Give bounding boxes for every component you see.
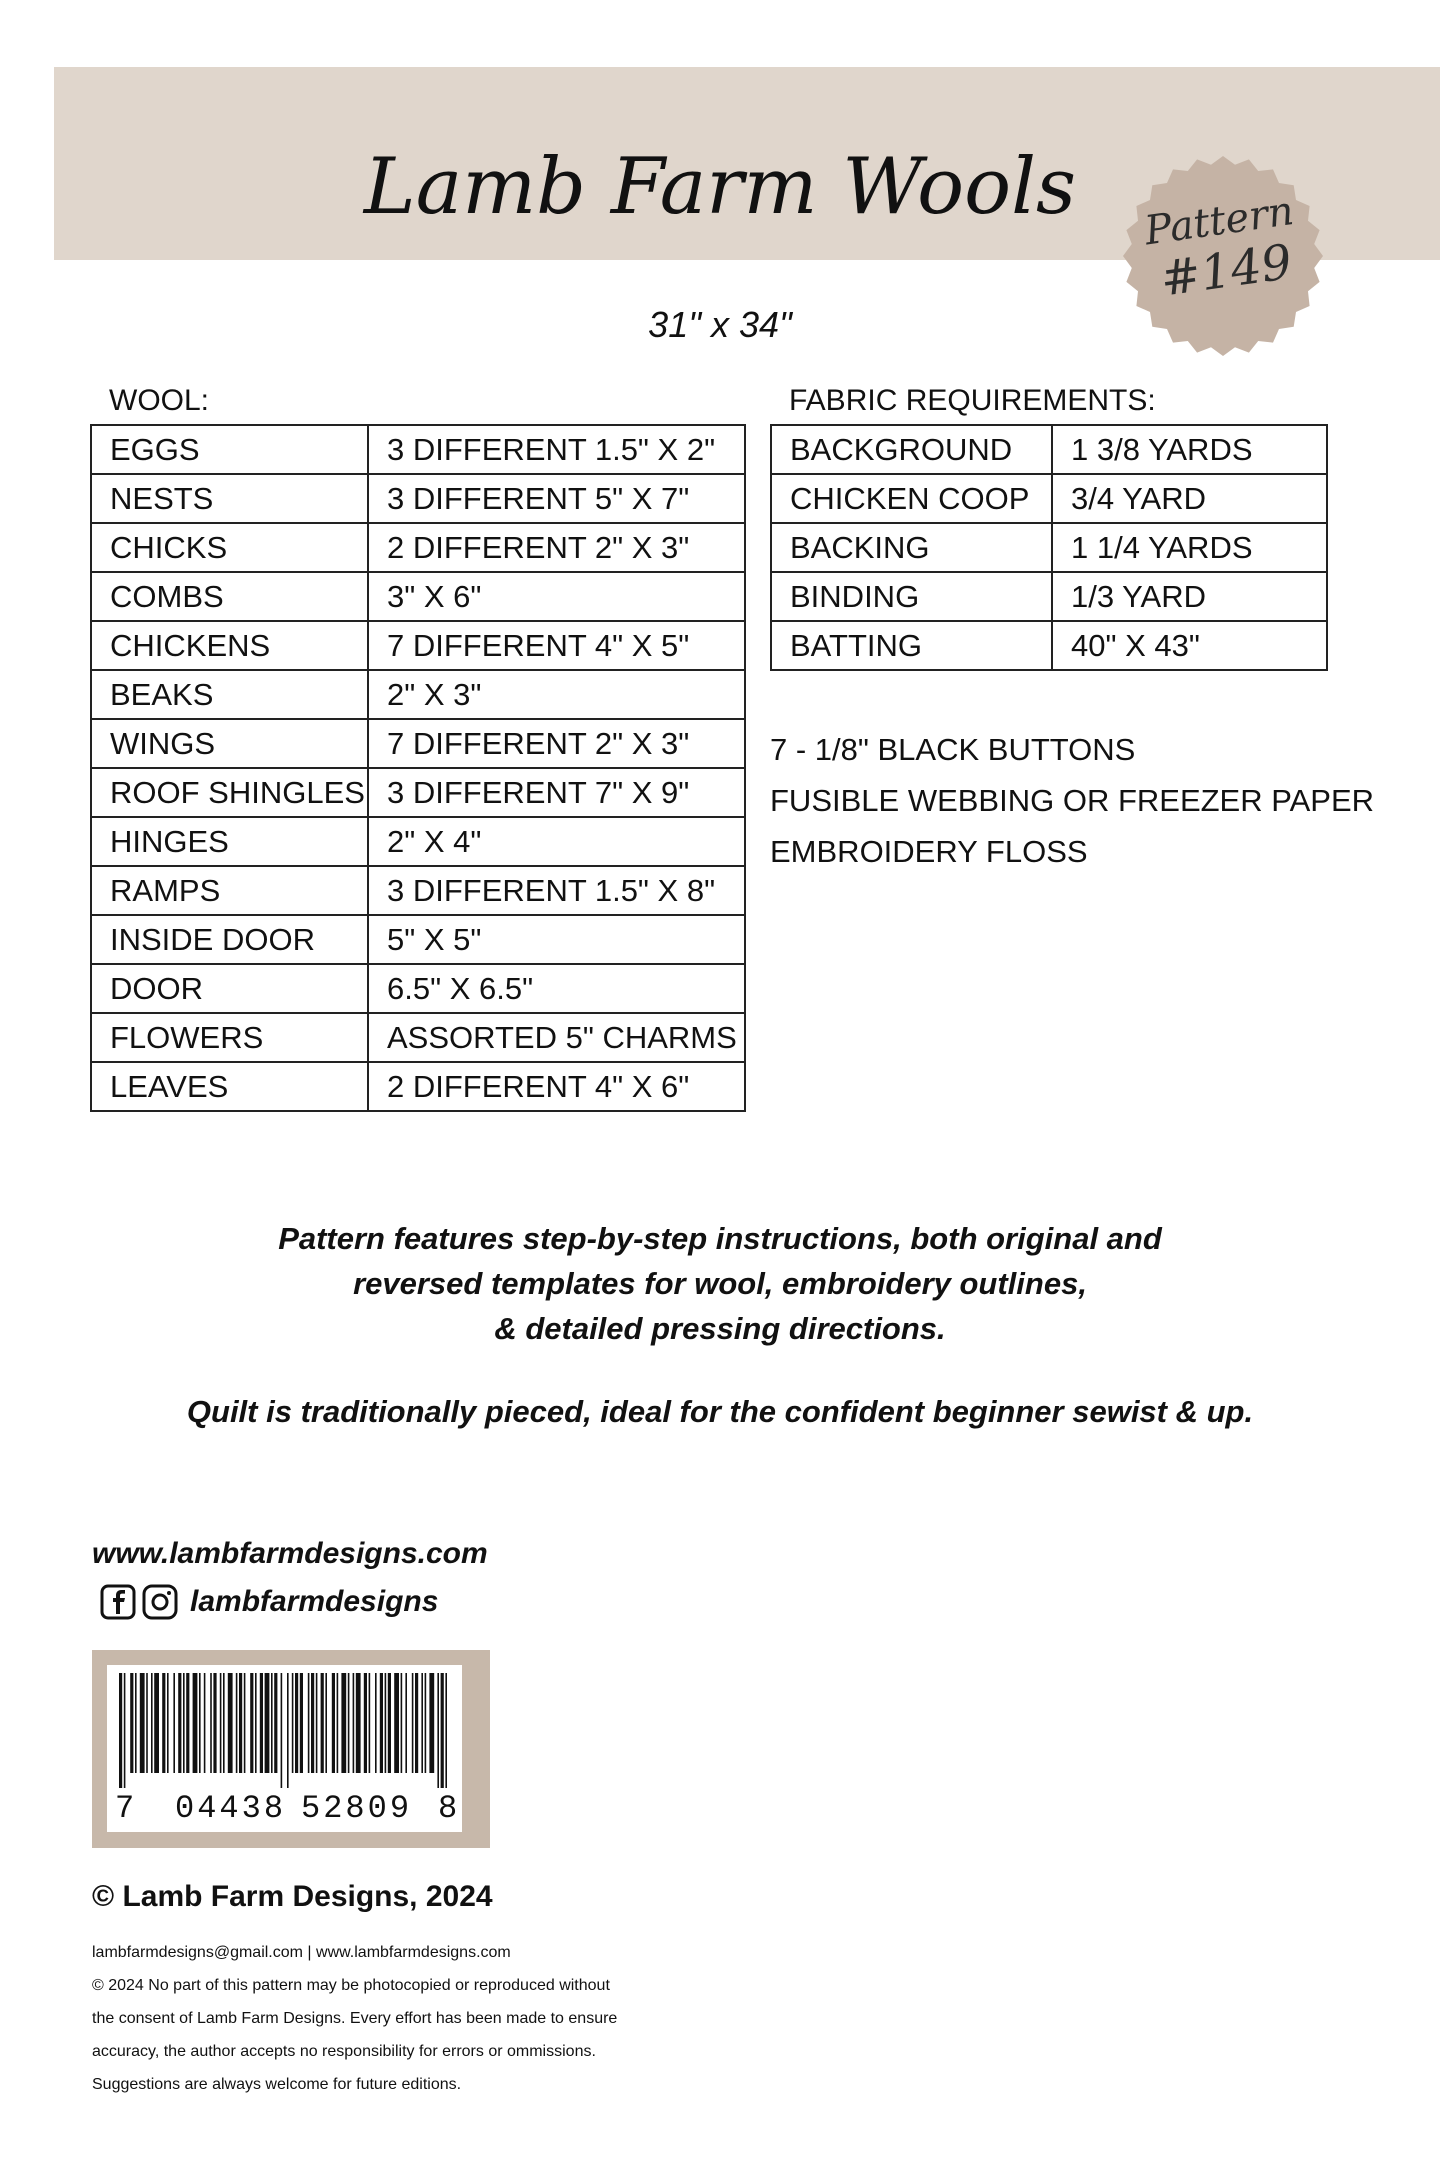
barcode-bar <box>140 1673 145 1773</box>
barcode-bar <box>405 1673 407 1773</box>
barcode-bar <box>385 1673 387 1773</box>
row-item: DOOR <box>91 964 368 1013</box>
barcode-bar <box>356 1673 361 1773</box>
barcode-bar <box>287 1673 289 1788</box>
wool-table <box>90 424 746 1112</box>
row-item: BEAKS <box>91 670 368 719</box>
barcode-bar <box>441 1673 444 1788</box>
description-line: & detailed pressing directions. <box>494 1311 946 1346</box>
row-amount: 1 1/4 YARDS <box>1052 523 1327 572</box>
barcode-digit-first: 7 <box>115 1790 135 1827</box>
table-row <box>91 866 745 915</box>
row-item: INSIDE DOOR <box>91 915 368 964</box>
row-amount: 2 DIFFERENT 4" X 6" <box>368 1062 745 1111</box>
barcode <box>92 1650 490 1848</box>
barcode-bar <box>154 1673 159 1773</box>
fine-print <box>92 1936 732 2101</box>
row-amount: 2" X 4" <box>368 817 745 866</box>
table-row <box>771 621 1327 670</box>
barcode-group-left: 04438 <box>175 1790 287 1827</box>
row-item: EGGS <box>91 425 368 474</box>
barcode-bar <box>337 1673 339 1773</box>
barcode-bar <box>146 1673 148 1773</box>
barcode-bar <box>167 1673 169 1773</box>
table-row <box>91 1013 745 1062</box>
row-item: BACKING <box>771 523 1052 572</box>
barcode-bar <box>369 1673 371 1773</box>
wool-label: WOOL: <box>109 384 210 417</box>
row-amount: 3 DIFFERENT 1.5" X 8" <box>368 866 745 915</box>
row-amount: 40" X 43" <box>1052 621 1327 670</box>
row-item: COMBS <box>91 572 368 621</box>
barcode-bar <box>151 1673 153 1773</box>
row-amount: 1/3 YARD <box>1052 572 1327 621</box>
table-row <box>771 425 1327 474</box>
barcode-bar <box>429 1673 434 1773</box>
row-item: HINGES <box>91 817 368 866</box>
barcode-bar <box>213 1673 216 1773</box>
row-amount: 3 DIFFERENT 1.5" X 2" <box>368 425 745 474</box>
barcode-bar <box>421 1673 423 1773</box>
barcode-bar <box>250 1673 253 1773</box>
row-amount: 7 DIFFERENT 2" X 3" <box>368 719 745 768</box>
extra-item-fusible: FUSIBLE WEBBING OR FREEZER PAPER <box>770 783 1375 818</box>
row-item: WINGS <box>91 719 368 768</box>
barcode-bar <box>178 1673 181 1773</box>
barcode-bar <box>375 1673 377 1773</box>
row-item: CHICKENS <box>91 621 368 670</box>
row-amount: 2" X 3" <box>368 670 745 719</box>
barcode-bar <box>220 1673 222 1773</box>
description-line: reversed templates for wool, embroidery outlines, <box>353 1266 1087 1301</box>
table-row <box>91 670 745 719</box>
table-row <box>91 474 745 523</box>
barcode-bar <box>236 1673 238 1773</box>
barcode-bar <box>321 1673 324 1773</box>
copyright: © Lamb Farm Designs, 2024 <box>92 1880 493 1913</box>
barcode-bar <box>388 1673 391 1773</box>
pattern-description <box>0 1216 1440 1351</box>
barcode-bar <box>183 1673 185 1773</box>
row-item: CHICKEN COOP <box>771 474 1052 523</box>
row-item: BACKGROUND <box>771 425 1052 474</box>
row-amount: 3" X 6" <box>368 572 745 621</box>
barcode-bar <box>265 1673 270 1773</box>
barcode-bar <box>364 1673 367 1773</box>
row-amount: 6.5" X 6.5" <box>368 964 745 1013</box>
website-link[interactable]: www.lambfarmdesigns.com <box>92 1537 488 1570</box>
barcode-bar <box>348 1673 350 1773</box>
barcode-bar <box>412 1673 414 1773</box>
barcode-bar <box>162 1673 165 1773</box>
barcode-bar <box>135 1673 137 1773</box>
barcode-bar <box>193 1673 198 1773</box>
table-row <box>771 474 1327 523</box>
barcode-bar <box>401 1673 403 1773</box>
quilt-size: 31" x 34" <box>648 304 792 345</box>
skill-level-note: Quilt is traditionally pieced, ideal for the confident beginner sewist & up. <box>186 1394 1254 1429</box>
barcode-bar <box>332 1673 335 1773</box>
barcode-bar <box>394 1673 399 1773</box>
legal-line: the consent of Lamb Farm Designs. Every effort has been made to ensure <box>92 2010 618 2027</box>
row-amount: 1 3/8 YARDS <box>1052 425 1327 474</box>
social-row <box>100 1582 438 1622</box>
badge-number: #149 <box>1157 233 1296 308</box>
table-row <box>91 768 745 817</box>
barcode-bar <box>341 1673 346 1773</box>
badge-label: Pattern <box>1141 188 1297 255</box>
row-item: BINDING <box>771 572 1052 621</box>
table-row <box>91 572 745 621</box>
table-row <box>91 425 745 474</box>
barcode-bar <box>300 1673 303 1773</box>
table-row <box>771 572 1327 621</box>
barcode-label <box>107 1665 462 1832</box>
barcode-bar <box>124 1673 126 1788</box>
contact-line: lambfarmdesigns@gmail.com | www.lambfarmdesigns.com <box>92 1944 511 1961</box>
barcode-bar <box>316 1673 318 1773</box>
row-item: LEAVES <box>91 1062 368 1111</box>
extra-item-floss: EMBROIDERY FLOSS <box>770 834 1088 869</box>
row-amount: ASSORTED 5" CHARMS <box>368 1013 745 1062</box>
barcode-bar <box>199 1673 201 1773</box>
barcode-bars <box>119 1673 450 1788</box>
barcode-bar <box>415 1673 418 1773</box>
barcode-bar <box>281 1673 283 1788</box>
row-amount: 3 DIFFERENT 5" X 7" <box>368 474 745 523</box>
barcode-bar <box>210 1673 212 1773</box>
row-item: FLOWERS <box>91 1013 368 1062</box>
barcode-bar <box>204 1673 206 1773</box>
social-handle[interactable]: lambfarmdesigns <box>190 1585 439 1618</box>
facebook-icon[interactable] <box>100 1584 136 1620</box>
row-item: CHICKS <box>91 523 368 572</box>
barcode-bar <box>244 1673 246 1773</box>
barcode-bar <box>295 1673 298 1773</box>
barcode-bar <box>353 1673 355 1773</box>
barcode-bar <box>119 1673 122 1788</box>
barcode-bar <box>255 1673 257 1773</box>
barcode-bar <box>437 1673 439 1788</box>
row-item: ROOF SHINGLES <box>91 768 368 817</box>
barcode-bar <box>130 1673 133 1773</box>
barcode-bar <box>274 1673 277 1773</box>
instagram-icon[interactable] <box>142 1584 178 1620</box>
row-amount: 7 DIFFERENT 4" X 5" <box>368 621 745 670</box>
barcode-bar <box>173 1673 175 1773</box>
table-row <box>91 523 745 572</box>
barcode-bar <box>292 1673 294 1773</box>
row-amount: 3/4 YARD <box>1052 474 1327 523</box>
barcode-bar <box>260 1673 263 1773</box>
page-title: Lamb Farm Wools <box>363 142 1077 232</box>
description-line: Pattern features step-by-step instructions, both original and <box>278 1221 1162 1256</box>
table-row <box>91 1062 745 1111</box>
table-row <box>91 621 745 670</box>
extras-list <box>770 728 1374 881</box>
extra-item-buttons: 7 - 1/8" BLACK BUTTONS <box>770 732 1136 767</box>
barcode-bar <box>325 1673 327 1773</box>
barcode-bar <box>308 1673 310 1773</box>
row-amount: 2 DIFFERENT 2" X 3" <box>368 523 745 572</box>
table-row <box>91 817 745 866</box>
table-row <box>91 915 745 964</box>
row-amount: 5" X 5" <box>368 915 745 964</box>
fabric-label: FABRIC REQUIREMENTS: <box>789 384 1156 417</box>
barcode-bar <box>239 1673 242 1773</box>
barcode-bar <box>311 1673 314 1773</box>
barcode-bar <box>223 1673 225 1773</box>
table-row <box>91 964 745 1013</box>
barcode-bar <box>271 1673 273 1773</box>
barcode-bar <box>186 1673 189 1773</box>
barcode-bar <box>445 1673 447 1788</box>
row-item: NESTS <box>91 474 368 523</box>
barcode-bar <box>380 1673 383 1773</box>
table-row <box>91 719 745 768</box>
barcode-digit-last: 8 <box>438 1790 458 1827</box>
row-amount: 3 DIFFERENT 7" X 9" <box>368 768 745 817</box>
barcode-bar <box>425 1673 427 1773</box>
barcode-group-right: 52809 <box>301 1790 413 1827</box>
fabric-table <box>770 424 1328 671</box>
row-item: BATTING <box>771 621 1052 670</box>
legal-line: © 2024 No part of this pattern may be photocopied or reproduced without <box>92 1977 610 1994</box>
legal-line: accuracy, the author accepts no responsibility for errors or ommissions. <box>92 2043 596 2060</box>
table-row <box>771 523 1327 572</box>
row-item: RAMPS <box>91 866 368 915</box>
legal-line: Suggestions are always welcome for future editions. <box>92 2076 462 2093</box>
barcode-bar <box>228 1673 233 1773</box>
